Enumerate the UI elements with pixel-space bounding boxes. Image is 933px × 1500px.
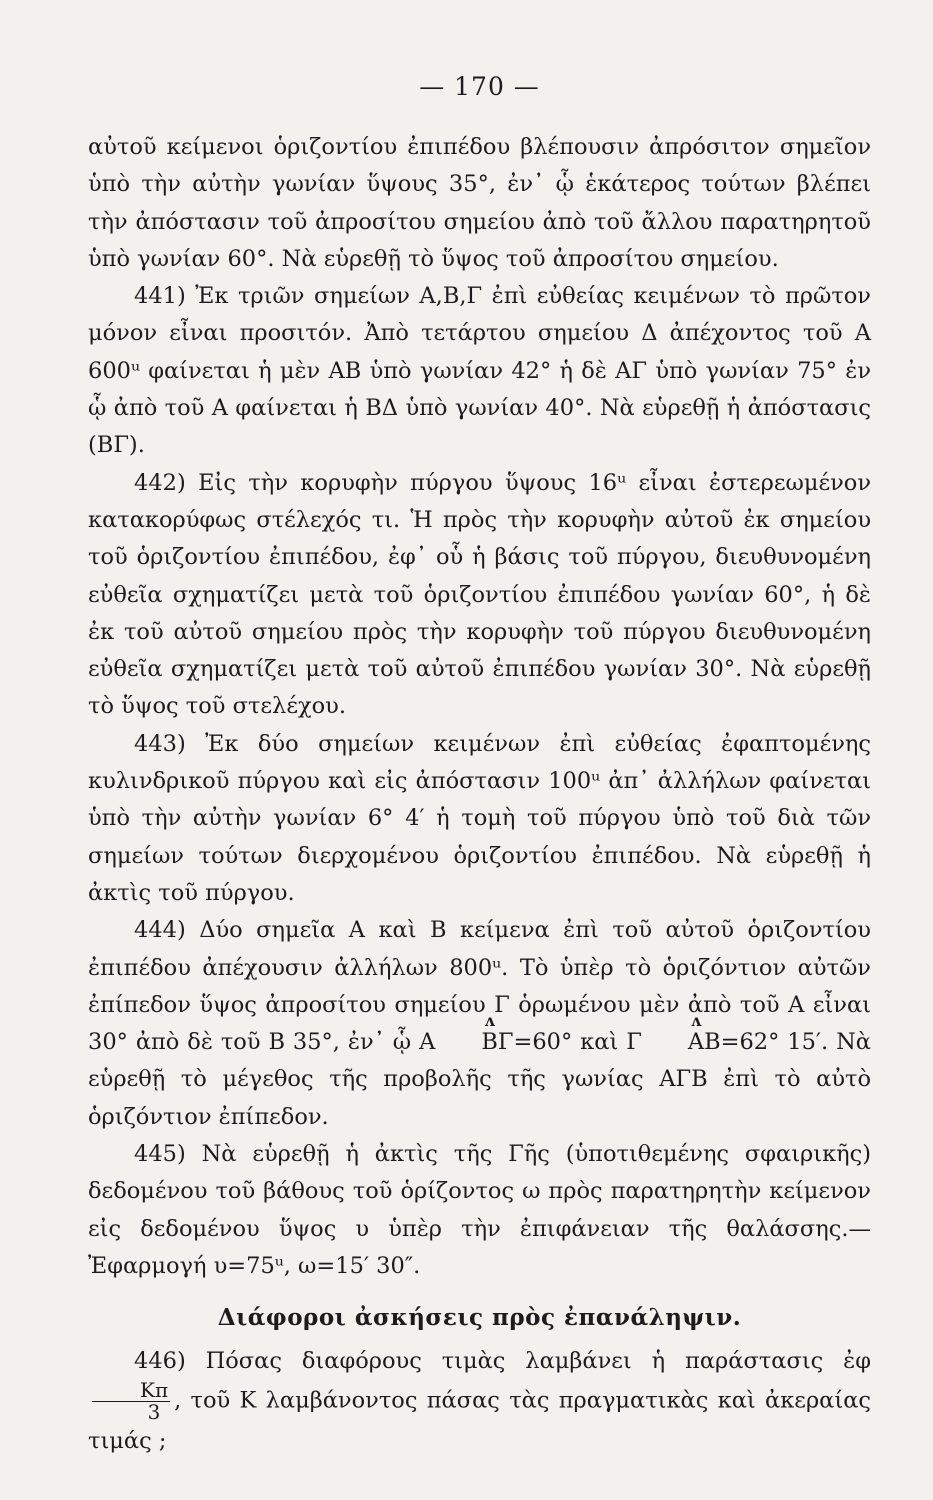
- exercise-446-text-a: 446) Πόσας διαφόρους τιμὰς λαμβάνει ἡ παράστασις ἐφ: [134, 1347, 871, 1374]
- page-number: — 170 —: [419, 72, 540, 101]
- paragraph-continuation: αὐτοῦ κείμενοι ὁριζοντίου ἐπιπέδου βλέπουσιν ἀπρόσιτον σημεῖον ὑπὸ τὴν αὐτὴν γωνίαν ὕψους 35°, ἐν᾽ ᾧ ἑκάτερος τούτων βλέπει τὴν ἀπόστασιν τοῦ ἀπροσίτου σημείου ἀπὸ τοῦ ἄλλου παρατηρητοῦ ὑπὸ γωνίαν 60°. Νὰ εὑρεθῇ τὸ ὕψος τοῦ ἀπροσίτου σημείου.: [88, 134, 871, 272]
- angle-abg-first: Α: [419, 1029, 436, 1056]
- exercise-444-text-b: Νὰ εὑρεθῇ τὸ μέγεθος τῆς προβολῆς τῆς γωνίας ΑΓΒ ἐπὶ τὸ αὐτὸ ὁριζόντιον ἐπίπεδον.: [88, 1029, 871, 1130]
- angle-abg-value: Γ=60° καὶ: [497, 1029, 619, 1056]
- exercise-445: 445) Νὰ εὑρεθῇ ἡ ἀκτὶς τῆς Γῆς (ὑποτιθεμένης σφαιρικῆς) δεδομένου τοῦ βάθους τοῦ ὁρίζοντος ω πρὸς παρατηρητὴν κείμενον εἰς δεδομένου ὕψος υ ὑπὲρ τὴν ἐπιφάνειαν τῆς θαλάσσης.—Ἐφαρμογή υ=75ᵘ, ω=15′ 30″.: [88, 1141, 871, 1279]
- section-heading: Διάφοροι ἀσκήσεις πρὸς ἐπανάληψιν.: [217, 1304, 742, 1332]
- angle-abg: [419, 1029, 618, 1055]
- exercise-442: 442) Εἰς τὴν κορυφὴν πύργου ὕψους 16ᵘ εἶναι ἐστερεωμένον κατακορύφως στέλεχός τι. Ἡ πρὸς τὴν κορυφὴν αὐτοῦ ἐκ σημείου τοῦ ὁριζοντίου ἐπιπέδου, ἐφ᾽ οὗ ἡ βάσις τοῦ πύργου, διευθυνομένη εὐθεῖα σχηματίζει μετὰ τοῦ ὁριζοντίου ἐπιπέδου γωνίαν 60°, ἡ δὲ ἐκ τοῦ αὐτοῦ σημείου πρὸς τὴν κορυφὴν τοῦ πύργου διευθυνομένη εὐθεῖα σχηματίζει μετὰ τοῦ αὐτοῦ ἐπιπέδου γωνίαν 30°. Νὰ εὑρεθῇ τὸ ὕψος τοῦ στελέχου.: [88, 469, 871, 720]
- angle-gab: [626, 1029, 828, 1055]
- fraction-denominator: 3: [147, 1399, 161, 1424]
- angle-abg-vertex: ʌ Β: [435, 1024, 498, 1061]
- exercise-446-text-b: , τοῦ Κ λαμβάνοντος πάσας τὰς πραγματικὰς καὶ ἀκεραίας τιμάς ;: [88, 1387, 871, 1454]
- exercise-443: 443) Ἐκ δύο σημείων κειμένων ἐπὶ εὐθείας ἐφαπτομένης κυλινδρικοῦ πύργου καὶ εἰς ἀπόστασιν 100ᵘ ἀπ᾽ ἀλλήλων φαίνεται ὑπὸ τὴν αὐτὴν γωνίαν 6° 4′ ἡ τομὴ τοῦ πύργου ὑπὸ τοῦ διὰ τῶν σημείων τούτων διερχομένου ὁριζοντίου ἐπιπέδου. Νὰ εὑρεθῇ ἡ ἀκτὶς τοῦ πύργου.: [88, 730, 871, 906]
- exercise-446: [88, 1343, 871, 1461]
- fraction: [92, 1377, 170, 1424]
- exercise-444-text-a: 444) Δύο σημεῖα Α καὶ Β κείμενα ἐπὶ τοῦ αὐτοῦ ὁριζοντίου ἐπιπέδου ἀπέχουσιν ἀλλήλων 800ᵘ. Τὸ ὑπὲρ τὸ ὁριζόντιον αὐτῶν ἐπίπεδον ὕψος ἀπροσίτου σημείου Γ ὁρωμένου μὲν ἀπὸ τοῦ Α εἶναι 30° ἀπὸ δὲ τοῦ Β 35°, ἐν᾽ ᾧ: [88, 917, 871, 1056]
- angle-gab-first: Γ: [626, 1029, 642, 1056]
- fraction-numerator: Κπ: [92, 1380, 170, 1402]
- exercise-441: 441) Ἐκ τριῶν σημείων Α,Β,Γ ἐπὶ εὐθείας κειμένων τὸ πρῶτον μόνον εἶναι προσιτόν. Ἀπὸ τετάρτου σημείου Δ ἀπέχοντος τοῦ Α 600ᵘ φαίνεται ἡ μὲν ΑΒ ὑπὸ γωνίαν 42° ἡ δὲ ΑΓ ὑπὸ γωνίαν 75° ἐν ᾧ ἀπὸ τοῦ Α φαίνεται ἡ ΒΔ ὑπὸ γωνίαν 40°. Νὰ εὑρεθῇ ἡ ἀπόστασις (ΒΓ).: [88, 283, 871, 459]
- body-text: [88, 129, 871, 1460]
- exercise-444: [88, 912, 871, 1136]
- angle-gab-vertex: ʌ Α: [642, 1024, 704, 1061]
- angle-gab-value: Β=62° 15′.: [704, 1029, 829, 1056]
